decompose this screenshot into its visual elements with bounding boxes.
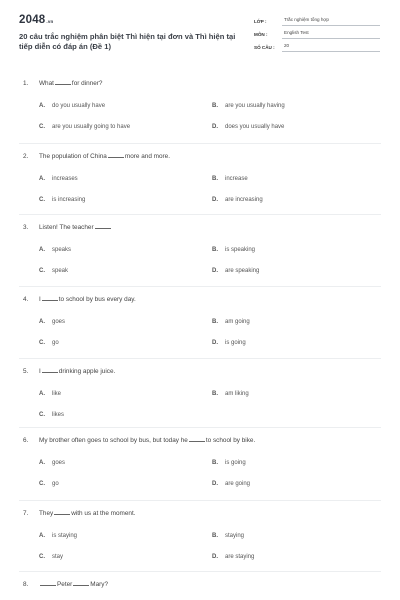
question-stem [23, 296, 136, 303]
option-letter: D. [212, 268, 218, 274]
option-text: speaks [52, 247, 72, 253]
question-text: The population of China [39, 153, 107, 160]
option-text: goes [52, 319, 66, 325]
option-text: stay [52, 554, 64, 560]
answer-option[interactable] [212, 340, 246, 346]
option-text: likes [52, 412, 65, 418]
option-letter: B. [212, 391, 218, 397]
option-text: go [52, 340, 59, 346]
option-letter: C. [39, 124, 45, 130]
option-text: am going [225, 319, 250, 325]
option-letter: C. [39, 197, 45, 203]
option-text: like [52, 391, 62, 397]
question-stem [23, 437, 255, 444]
question-text: more and more. [124, 153, 170, 160]
option-text: are you usually going to have [52, 124, 131, 130]
option-letter: D. [212, 554, 218, 560]
option-text: is staying [52, 533, 78, 539]
option-letter: C. [39, 340, 45, 346]
option-letter: C. [39, 554, 45, 560]
question-text: Peter [57, 581, 73, 588]
answer-option[interactable] [212, 176, 248, 182]
logo-text: 2048 [19, 14, 46, 26]
answer-option[interactable] [212, 319, 250, 325]
question-text: They [39, 510, 54, 517]
question-number: 4. [23, 296, 29, 303]
answer-blank [40, 581, 56, 586]
question-divider [19, 143, 381, 144]
option-letter: A. [39, 103, 45, 109]
answer-option[interactable] [212, 103, 285, 109]
option-text: increases [52, 176, 78, 182]
question-text: for dinner? [71, 80, 103, 87]
answer-option[interactable] [39, 460, 65, 466]
question-text: Mary? [90, 581, 109, 588]
option-letter: B. [212, 460, 218, 466]
answer-option[interactable] [39, 391, 61, 397]
question-divider [19, 286, 381, 287]
question-text: to school by bus every day. [58, 296, 136, 303]
question-text: I [39, 368, 41, 375]
answer-option[interactable] [39, 103, 105, 109]
answer-option[interactable] [212, 268, 259, 274]
answer-blank [42, 296, 58, 301]
answer-blank [95, 224, 111, 229]
option-letter: C. [39, 412, 45, 418]
answer-blank [189, 437, 205, 442]
question-divider [19, 358, 381, 359]
meta-row-class [254, 13, 380, 26]
option-text: is going [225, 340, 246, 346]
option-text: goes [52, 460, 66, 466]
question-divider [19, 500, 381, 501]
answer-option[interactable] [212, 554, 254, 560]
question-stem [23, 510, 136, 517]
option-text: are staying [225, 554, 255, 560]
worksheet-title: 20 câu trắc nghiệm phân biệt Thì hiện tại đơn và Thì hiện tại tiếp diễn có đáp án (Đề 1) [19, 32, 236, 51]
answer-option[interactable] [39, 247, 71, 253]
question-text: I [39, 296, 41, 303]
option-text: speak [52, 268, 69, 274]
answer-option[interactable] [39, 268, 68, 274]
answer-option[interactable] [212, 247, 255, 253]
option-letter: A. [39, 247, 45, 253]
question-stem [23, 581, 108, 588]
option-letter: D. [212, 197, 218, 203]
answer-option[interactable] [39, 412, 64, 418]
option-text: are you usually having [225, 103, 285, 109]
question-divider [19, 571, 381, 572]
option-letter: D. [212, 340, 218, 346]
question-divider [19, 214, 381, 215]
question-number: 3. [23, 224, 29, 231]
option-letter: C. [39, 481, 45, 487]
question-stem [23, 80, 102, 87]
option-text: does you usually have [225, 124, 285, 130]
option-text: is speaking [225, 247, 256, 253]
question-text: Listen! The teacher [39, 224, 94, 231]
meta-row-count [254, 39, 380, 52]
option-text: do you usually have [52, 103, 106, 109]
option-text: are increasing [225, 197, 263, 203]
answer-blank [42, 368, 58, 373]
answer-option[interactable] [212, 460, 246, 466]
answer-option[interactable] [212, 533, 244, 539]
meta-value: English Test [282, 30, 380, 39]
question-number: 5. [23, 368, 29, 375]
option-text: go [52, 481, 59, 487]
answer-blank [108, 153, 124, 158]
option-letter: B. [212, 176, 218, 182]
option-text: are speaking [225, 268, 260, 274]
option-text: is increasing [52, 197, 86, 203]
question-text: to school by bike. [205, 437, 256, 444]
question-number: 1. [23, 80, 29, 87]
meta-value: 20 [282, 43, 380, 52]
question-number: 8. [23, 581, 29, 588]
answer-option[interactable] [212, 197, 263, 203]
question-text: with us at the moment. [71, 510, 136, 517]
option-letter: B. [212, 247, 218, 253]
answer-option[interactable] [212, 481, 250, 487]
option-letter: B. [212, 533, 218, 539]
answer-option[interactable] [39, 197, 85, 203]
option-letter: B. [212, 319, 218, 325]
option-letter: A. [39, 176, 45, 182]
option-letter: C. [39, 268, 45, 274]
option-letter: A. [39, 391, 45, 397]
question-number: 2. [23, 153, 29, 160]
question-text: What [39, 80, 54, 87]
meta-row-subject [254, 26, 380, 39]
answer-option[interactable] [39, 176, 78, 182]
option-text: am liking [225, 391, 249, 397]
question-number: 6. [23, 437, 29, 444]
answer-option[interactable] [39, 124, 130, 130]
answer-option[interactable] [212, 391, 249, 397]
question-stem [23, 153, 170, 160]
option-letter: A. [39, 319, 45, 325]
answer-option[interactable] [39, 319, 65, 325]
option-text: increase [225, 176, 248, 182]
option-letter: A. [39, 460, 45, 466]
answer-blank [73, 581, 89, 586]
question-divider [19, 427, 381, 428]
answer-option[interactable] [39, 554, 63, 560]
meta-key: SỐ CÂU : [254, 45, 275, 50]
answer-option[interactable] [39, 533, 77, 539]
option-letter: B. [212, 103, 218, 109]
answer-blank [54, 510, 70, 515]
question-stem [23, 224, 112, 231]
meta-key: MÔN : [254, 32, 268, 37]
question-stem [23, 368, 115, 375]
meta-key: LỚP : [254, 19, 267, 24]
meta-value: Trắc nghiệm tổng hợp [282, 17, 380, 26]
question-text: My brother often goes to school by bus, but today he [39, 437, 188, 444]
worksheet-meta [254, 13, 380, 52]
option-text: staying [225, 533, 245, 539]
answer-option[interactable] [39, 340, 59, 346]
option-letter: D. [212, 124, 218, 130]
answer-option[interactable] [39, 481, 59, 487]
option-text: is going [225, 460, 246, 466]
answer-option[interactable] [212, 124, 284, 130]
answer-blank [55, 80, 71, 85]
option-letter: D. [212, 481, 218, 487]
site-logo[interactable] [19, 14, 54, 26]
option-text: are going [225, 481, 251, 487]
logo-suffix: .vn [46, 19, 54, 24]
option-letter: A. [39, 533, 45, 539]
question-text: drinking apple juice. [58, 368, 116, 375]
question-number: 7. [23, 510, 29, 517]
